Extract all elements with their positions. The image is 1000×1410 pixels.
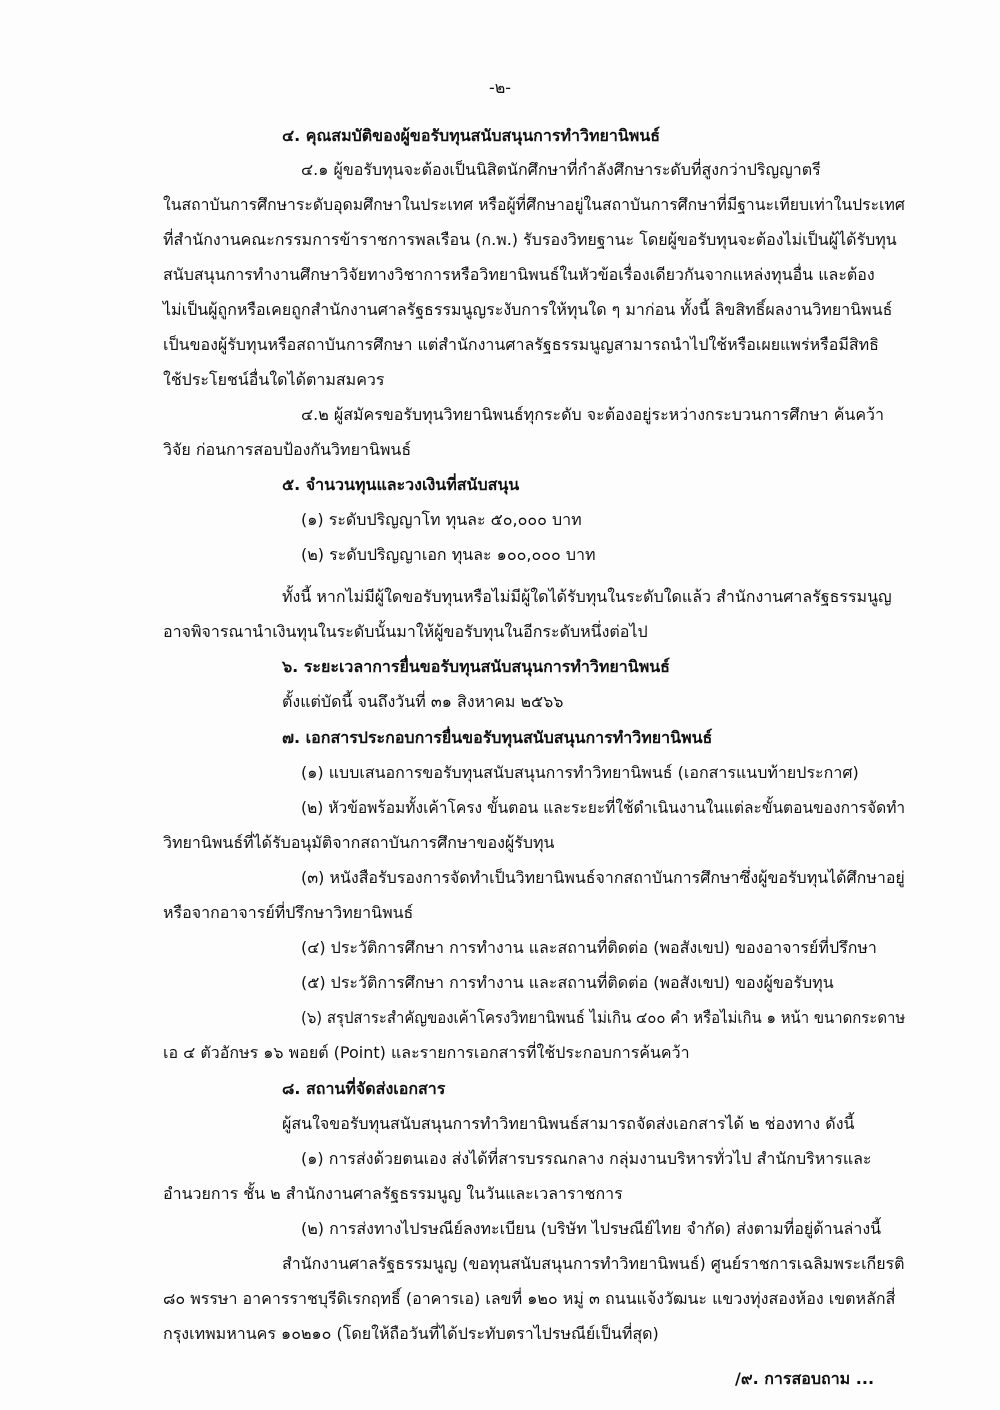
text-line: (๕) ประวัติการศึกษา การทำงาน และสถานที่ติดต่อ (พอสังเขป) ของผู้ขอรับทุน: [301, 973, 834, 992]
text-line: ๔.๑ ผู้ขอรับทุนจะต้องเป็นนิสิตนักศึกษาที่กำลังศึกษาระดับที่สูงกว่าปริญญาตรี: [301, 160, 821, 179]
text-line: ผู้สนใจขอรับทุนสนับสนุนการทำวิทยานิพนธ์สามารถจัดส่งเอกสารได้ ๒ ช่องทาง ดังนี้: [282, 1114, 855, 1133]
text-line: วิจัย ก่อนการสอบป้องกันวิทยานิพนธ์: [163, 440, 412, 459]
text-line: ในสถาบันการศึกษาระดับอุดมศึกษาในประเทศ หรือผู้ที่ศึกษาอยู่ในสถาบันการศึกษาที่มีฐานะเทียบเท่าในประเทศ: [163, 195, 905, 214]
text-line: ใช้ประโยชน์อื่นใดได้ตามสมควร: [163, 370, 385, 389]
text-line: กรุงเทพมหานคร ๑๐๒๑๐ (โดยให้ถือวันที่ได้ประทับตราไปรษณีย์เป็นที่สุด): [163, 1324, 659, 1343]
text-line: หรือจากอาจารย์ที่ปรึกษาวิทยานิพนธ์: [163, 903, 414, 922]
section-heading: ๔. คุณสมบัติของผู้ขอรับทุนสนับสนุนการทำวิทยานิพนธ์: [282, 126, 661, 145]
text-line: ทั้งนี้ หากไม่มีผู้ใดขอรับทุนหรือไม่มีผู้ใดได้รับทุนในระดับใดแล้ว สำนักงานศาลรัฐธรรมนูญ: [282, 587, 892, 606]
page-number: -๒-: [488, 78, 512, 97]
text-line: (๒) ระดับปริญญาเอก ทุนละ ๑๐๐,๐๐๐ บาท: [301, 545, 596, 564]
text-line: วิทยานิพนธ์ที่ได้รับอนุมัติจากสถาบันการศึกษาของผู้รับทุน: [163, 833, 555, 852]
text-line: เอ ๔ ตัวอักษร ๑๖ พอยต์ (Point) และรายการเอกสารที่ใช้ประกอบการค้นคว้า: [163, 1043, 690, 1062]
section-heading: ๕. จำนวนทุนและวงเงินที่สนับสนุน: [282, 475, 520, 494]
section-heading: /๙. การสอบถาม ...: [735, 1369, 875, 1388]
text-line: (๒) หัวข้อพร้อมทั้งเค้าโครง ขั้นตอน และระยะที่ใช้ดำเนินงานในแต่ละขั้นตอนของการจัดทำ: [301, 798, 906, 817]
text-line: สนับสนุนการทำงานศึกษาวิจัยทางวิชาการหรือวิทยานิพนธ์ในหัวข้อเรื่องเดียวกันจากแหล่งทุนอื่น และต้อง: [163, 265, 875, 284]
text-line: ไม่เป็นผู้ถูกหรือเคยถูกสำนักงานศาลรัฐธรรมนูญระงับการให้ทุนใด ๆ มาก่อน ทั้งนี้ ลิขสิทธิ์ผลงานวิทยานิพนธ์: [163, 300, 893, 319]
text-line: ตั้งแต่บัดนี้ จนถึงวันที่ ๓๑ สิงหาคม ๒๕๖๖: [282, 692, 564, 711]
text-line: (๖) สรุปสาระสำคัญของเค้าโครงวิทยานิพนธ์ ไม่เกิน ๔๐๐ คำ หรือไม่เกิน ๑ หน้า ขนาดกระดาษ: [301, 1008, 906, 1027]
section-heading: ๗. เอกสารประกอบการยื่นขอรับทุนสนับสนุนการทำวิทยานิพนธ์: [282, 728, 713, 747]
text-line: (๑) แบบเสนอการขอรับทุนสนับสนุนการทำวิทยานิพนธ์ (เอกสารแนบท้ายประกาศ): [301, 763, 859, 782]
text-line: (๒) การส่งทางไปรษณีย์ลงทะเบียน (บริษัท ไปรษณีย์ไทย จำกัด) ส่งตามที่อยู่ด้านล่างนี้: [301, 1219, 882, 1238]
text-line: เป็นของผู้รับทุนหรือสถาบันการศึกษา แต่สำนักงานศาลรัฐธรรมนูญสามารถนำไปใช้หรือเผยแพร่หรือมีสิทธิ: [163, 335, 879, 354]
text-line: ที่สำนักงานคณะกรรมการข้าราชการพลเรือน (ก.พ.) รับรองวิทยฐานะ โดยผู้ขอรับทุนจะต้องไม่เป็นผู้ได้รับทุน: [163, 230, 897, 249]
text-line: อาจพิจารณานำเงินทุนในระดับนั้นมาให้ผู้ขอรับทุนในอีกระดับหนึ่งต่อไป: [163, 622, 648, 641]
text-line: ๔.๒ ผู้สมัครขอรับทุนวิทยานิพนธ์ทุกระดับ จะต้องอยู่ระหว่างกระบวนการศึกษา ค้นคว้า: [301, 405, 884, 424]
text-line: (๑) ระดับปริญญาโท ทุนละ ๕๐,๐๐๐ บาท: [301, 510, 582, 529]
text-line: (๓) หนังสือรับรองการจัดทำเป็นวิทยานิพนธ์จากสถาบันการศึกษาซึ่งผู้ขอรับทุนได้ศึกษาอยู่: [301, 868, 905, 887]
section-heading: ๖. ระยะเวลาการยื่นขอรับทุนสนับสนุนการทำวิทยานิพนธ์: [282, 657, 670, 676]
text-line: ๘๐ พรรษา อาคารราชบุรีดิเรกฤทธิ์ (อาคารเอ) เลขที่ ๑๒๐ หมู่ ๓ ถนนแจ้งวัฒนะ แขวงทุ่งสองห้อง เขตหลักสี่: [163, 1289, 896, 1308]
text-line: อำนวยการ ชั้น ๒ สำนักงานศาลรัฐธรรมนูญ ในวันและเวลาราชการ: [163, 1184, 623, 1203]
text-line: สำนักงานศาลรัฐธรรมนูญ (ขอทุนสนับสนุนการทำวิทยานิพนธ์) ศูนย์ราชการเฉลิมพระเกียรติ: [282, 1254, 905, 1273]
text-line: (๔) ประวัติการศึกษา การทำงาน และสถานที่ติดต่อ (พอสังเขป) ของอาจารย์ที่ปรึกษา: [301, 938, 877, 957]
text-line: (๑) การส่งด้วยตนเอง ส่งได้ที่สารบรรณกลาง กลุ่มงานบริหารทั่วไป สำนักบริหารและ: [301, 1149, 872, 1168]
section-heading: ๘. สถานที่จัดส่งเอกสาร: [282, 1079, 446, 1098]
